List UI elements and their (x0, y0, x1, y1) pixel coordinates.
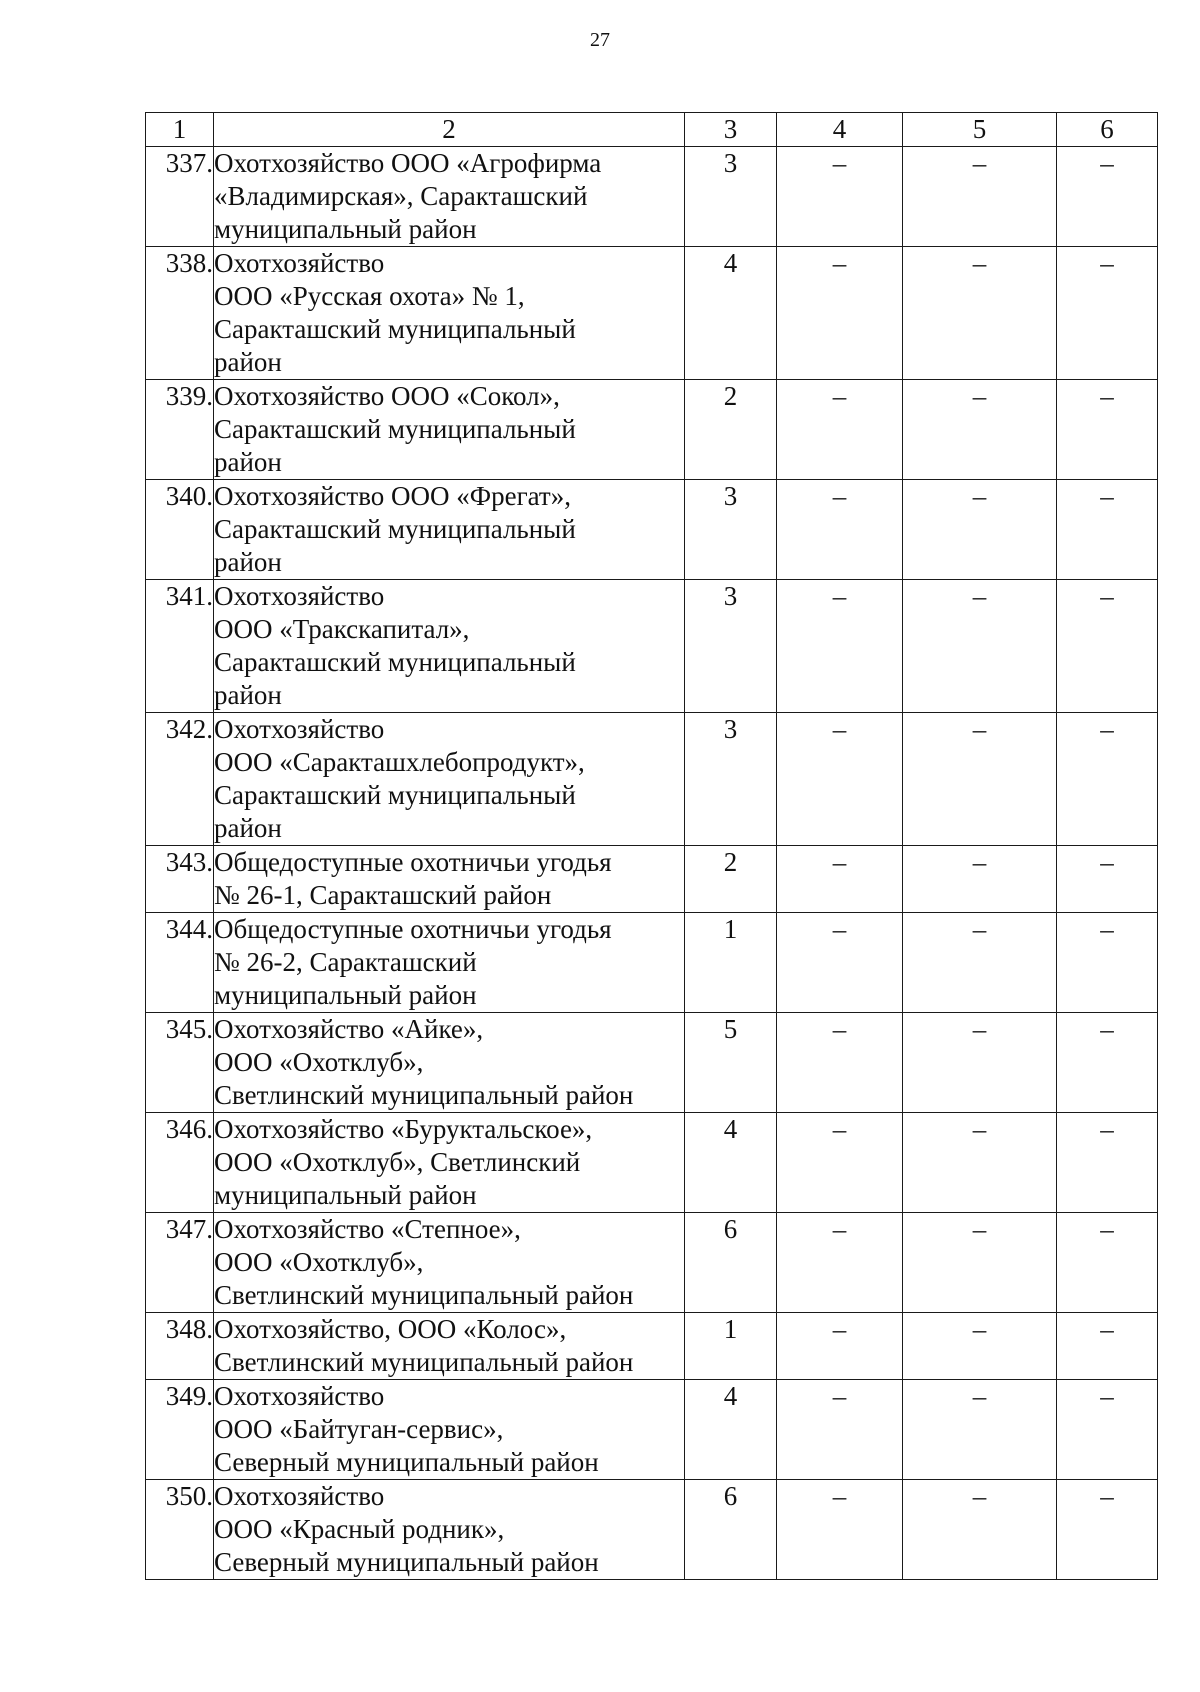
table-row (146, 1380, 1158, 1480)
row-number: 349. (146, 1380, 214, 1480)
col-4-cell: – (777, 147, 903, 247)
col-6-cell: – (1057, 913, 1158, 1013)
name-line: Общедоступные охотничьи угодья (214, 847, 612, 877)
col-5-cell: – (903, 480, 1057, 580)
col-4-cell: – (777, 1480, 903, 1580)
header-col-5: 5 (903, 113, 1057, 147)
col-4-cell: – (777, 1313, 903, 1380)
name-line: Охотхозяйство (214, 714, 385, 744)
count-cell: 4 (685, 1113, 777, 1213)
col-5-cell: – (903, 247, 1057, 380)
name-line: ООО «Охотклуб», Светлинский (214, 1147, 581, 1177)
hunting-ground-name (214, 1113, 685, 1213)
count-cell: 3 (685, 147, 777, 247)
col-6-cell: – (1057, 1313, 1158, 1380)
count-cell: 4 (685, 1380, 777, 1480)
count-cell: 2 (685, 846, 777, 913)
hunting-ground-name (214, 713, 685, 846)
table-row (146, 1113, 1158, 1213)
hunting-ground-name (214, 1013, 685, 1113)
name-line: Охотхозяйство, ООО «Колос», (214, 1314, 567, 1344)
row-number: 343. (146, 846, 214, 913)
table-row (146, 1013, 1158, 1113)
col-5-cell: – (903, 1213, 1057, 1313)
name-line: Северный муниципальный район (214, 1447, 599, 1477)
row-number: 344. (146, 913, 214, 1013)
table-row (146, 480, 1158, 580)
name-line: Охотхозяйство (214, 1481, 385, 1511)
col-6-cell: – (1057, 1380, 1158, 1480)
name-line: Саракташский муниципальный (214, 414, 576, 444)
name-line: Светлинский муниципальный район (214, 1347, 634, 1377)
table-row (146, 713, 1158, 846)
col-5-cell: – (903, 147, 1057, 247)
row-number: 338. (146, 247, 214, 380)
name-line: ООО «Русская охота» № 1, (214, 281, 525, 311)
name-line: Охотхозяйство ООО «Фрегат», (214, 481, 571, 511)
col-4-cell: – (777, 713, 903, 846)
name-line: район (214, 347, 282, 377)
name-line: Светлинский муниципальный район (214, 1080, 634, 1110)
name-line: Светлинский муниципальный район (214, 1280, 634, 1310)
header-col-1: 1 (146, 113, 214, 147)
name-line: № 26-2, Саракташский (214, 947, 477, 977)
row-number: 339. (146, 380, 214, 480)
name-line: муниципальный район (214, 214, 477, 244)
table-row (146, 380, 1158, 480)
name-line: Охотхозяйство ООО «Сокол», (214, 381, 560, 411)
hunting-ground-name (214, 247, 685, 380)
name-line: ООО «Охотклуб», (214, 1047, 424, 1077)
col-6-cell: – (1057, 1013, 1158, 1113)
name-line: Саракташский муниципальный (214, 647, 576, 677)
hunting-ground-name (214, 380, 685, 480)
name-line: ООО «Тракскапитал», (214, 614, 470, 644)
table-row (146, 913, 1158, 1013)
header-col-2: 2 (214, 113, 685, 147)
col-4-cell: – (777, 1013, 903, 1113)
col-4-cell: – (777, 247, 903, 380)
count-cell: 6 (685, 1213, 777, 1313)
table-row (146, 580, 1158, 713)
col-4-cell: – (777, 1113, 903, 1213)
header-col-4: 4 (777, 113, 903, 147)
col-5-cell: – (903, 580, 1057, 713)
hunting-ground-name (214, 1213, 685, 1313)
col-4-cell: – (777, 380, 903, 480)
name-line: Саракташский муниципальный (214, 514, 576, 544)
count-cell: 3 (685, 580, 777, 713)
name-line: район (214, 680, 282, 710)
col-5-cell: – (903, 913, 1057, 1013)
name-line: «Владимирская», Саракташский (214, 181, 588, 211)
table-header (146, 113, 1158, 147)
count-cell: 3 (685, 480, 777, 580)
name-line: ООО «Красный родник», (214, 1514, 505, 1544)
name-line: Охотхозяйство «Степное», (214, 1214, 521, 1244)
col-5-cell: – (903, 1380, 1057, 1480)
row-number: 347. (146, 1213, 214, 1313)
row-number: 346. (146, 1113, 214, 1213)
name-line: Саракташский муниципальный (214, 780, 576, 810)
col-6-cell: – (1057, 1213, 1158, 1313)
name-line: ООО «Саракташхлебопродукт», (214, 747, 585, 777)
hunting-ground-name (214, 1480, 685, 1580)
name-line: район (214, 447, 282, 477)
name-line: район (214, 813, 282, 843)
table-row (146, 1213, 1158, 1313)
name-line: № 26-1, Саракташский район (214, 880, 552, 910)
row-number: 350. (146, 1480, 214, 1580)
row-number: 340. (146, 480, 214, 580)
hunting-ground-name (214, 580, 685, 713)
col-4-cell: – (777, 1213, 903, 1313)
name-line: Охотхозяйство ООО «Агрофирма (214, 148, 602, 178)
row-number: 337. (146, 147, 214, 247)
col-6-cell: – (1057, 147, 1158, 247)
header-row (146, 113, 1158, 147)
col-4-cell: – (777, 580, 903, 713)
name-line: Саракташский муниципальный (214, 314, 576, 344)
col-4-cell: – (777, 913, 903, 1013)
table-body (146, 147, 1158, 1580)
col-4-cell: – (777, 846, 903, 913)
hunting-ground-name (214, 480, 685, 580)
hunting-ground-name (214, 1380, 685, 1480)
col-5-cell: – (903, 380, 1057, 480)
row-number: 345. (146, 1013, 214, 1113)
col-4-cell: – (777, 480, 903, 580)
count-cell: 5 (685, 1013, 777, 1113)
hunting-grounds-table (145, 112, 1158, 1580)
col-6-cell: – (1057, 580, 1158, 713)
table-row (146, 846, 1158, 913)
table-row (146, 1480, 1158, 1580)
hunting-ground-name (214, 147, 685, 247)
page-number: 27 (590, 29, 610, 51)
col-4-cell: – (777, 1380, 903, 1480)
col-6-cell: – (1057, 1113, 1158, 1213)
name-line: Охотхозяйство (214, 1381, 385, 1411)
count-cell: 3 (685, 713, 777, 846)
col-6-cell: – (1057, 846, 1158, 913)
col-6-cell: – (1057, 380, 1158, 480)
count-cell: 4 (685, 247, 777, 380)
row-number: 341. (146, 580, 214, 713)
col-5-cell: – (903, 1013, 1057, 1113)
name-line: Охотхозяйство «Буруктальское», (214, 1114, 593, 1144)
col-6-cell: – (1057, 480, 1158, 580)
header-col-6: 6 (1057, 113, 1158, 147)
table-row (146, 147, 1158, 247)
name-line: муниципальный район (214, 980, 477, 1010)
name-line: ООО «Байтуган-сервис», (214, 1414, 504, 1444)
col-5-cell: – (903, 1480, 1057, 1580)
hunting-ground-name (214, 846, 685, 913)
name-line: район (214, 547, 282, 577)
hunting-ground-name (214, 913, 685, 1013)
col-5-cell: – (903, 713, 1057, 846)
col-6-cell: – (1057, 1480, 1158, 1580)
row-number: 348. (146, 1313, 214, 1380)
name-line: ООО «Охотклуб», (214, 1247, 424, 1277)
col-5-cell: – (903, 846, 1057, 913)
name-line: Северный муниципальный район (214, 1547, 599, 1577)
name-line: Охотхозяйство (214, 248, 385, 278)
count-cell: 1 (685, 913, 777, 1013)
name-line: Общедоступные охотничьи угодья (214, 914, 612, 944)
count-cell: 1 (685, 1313, 777, 1380)
count-cell: 6 (685, 1480, 777, 1580)
col-5-cell: – (903, 1113, 1057, 1213)
name-line: Охотхозяйство (214, 581, 385, 611)
header-col-3: 3 (685, 113, 777, 147)
name-line: Охотхозяйство «Айке», (214, 1014, 484, 1044)
row-number: 342. (146, 713, 214, 846)
col-6-cell: – (1057, 713, 1158, 846)
table-row (146, 247, 1158, 380)
name-line: муниципальный район (214, 1180, 477, 1210)
table-row (146, 1313, 1158, 1380)
count-cell: 2 (685, 380, 777, 480)
hunting-ground-name (214, 1313, 685, 1380)
col-5-cell: – (903, 1313, 1057, 1380)
col-6-cell: – (1057, 247, 1158, 380)
